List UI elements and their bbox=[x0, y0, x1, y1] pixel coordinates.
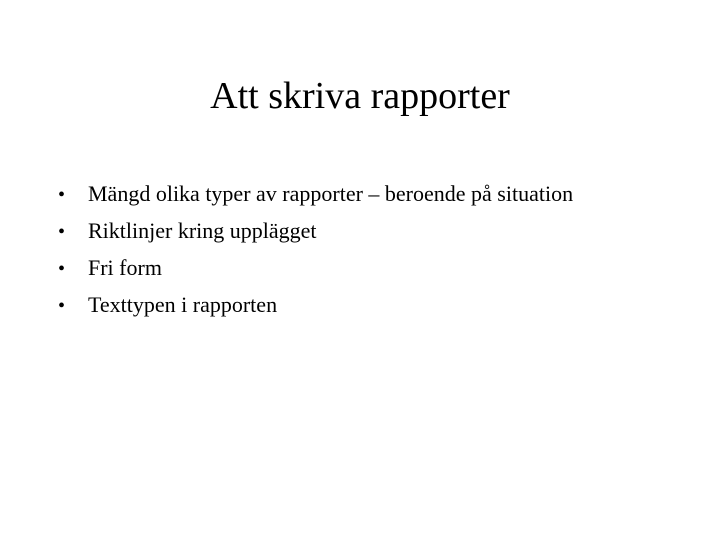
bullet-dot-icon: • bbox=[58, 295, 66, 317]
bullet-dot-icon: • bbox=[58, 184, 66, 206]
bullet-text: Riktlinjer kring upplägget bbox=[88, 218, 317, 243]
slide-title: Att skriva rapporter bbox=[210, 75, 510, 117]
bullet-item bbox=[58, 287, 573, 324]
bullet-dot-icon: • bbox=[58, 221, 66, 243]
bullet-item bbox=[58, 250, 573, 287]
bullet-item bbox=[58, 176, 573, 213]
bullet-text: Fri form bbox=[88, 255, 162, 280]
bullet-dot-icon: • bbox=[58, 258, 66, 280]
bullet-text: Mängd olika typer av rapporter – beroende på situation bbox=[88, 181, 574, 206]
bullet-item bbox=[58, 213, 573, 250]
bullet-list bbox=[58, 176, 573, 324]
bullet-text: Texttypen i rapporten bbox=[88, 292, 278, 317]
